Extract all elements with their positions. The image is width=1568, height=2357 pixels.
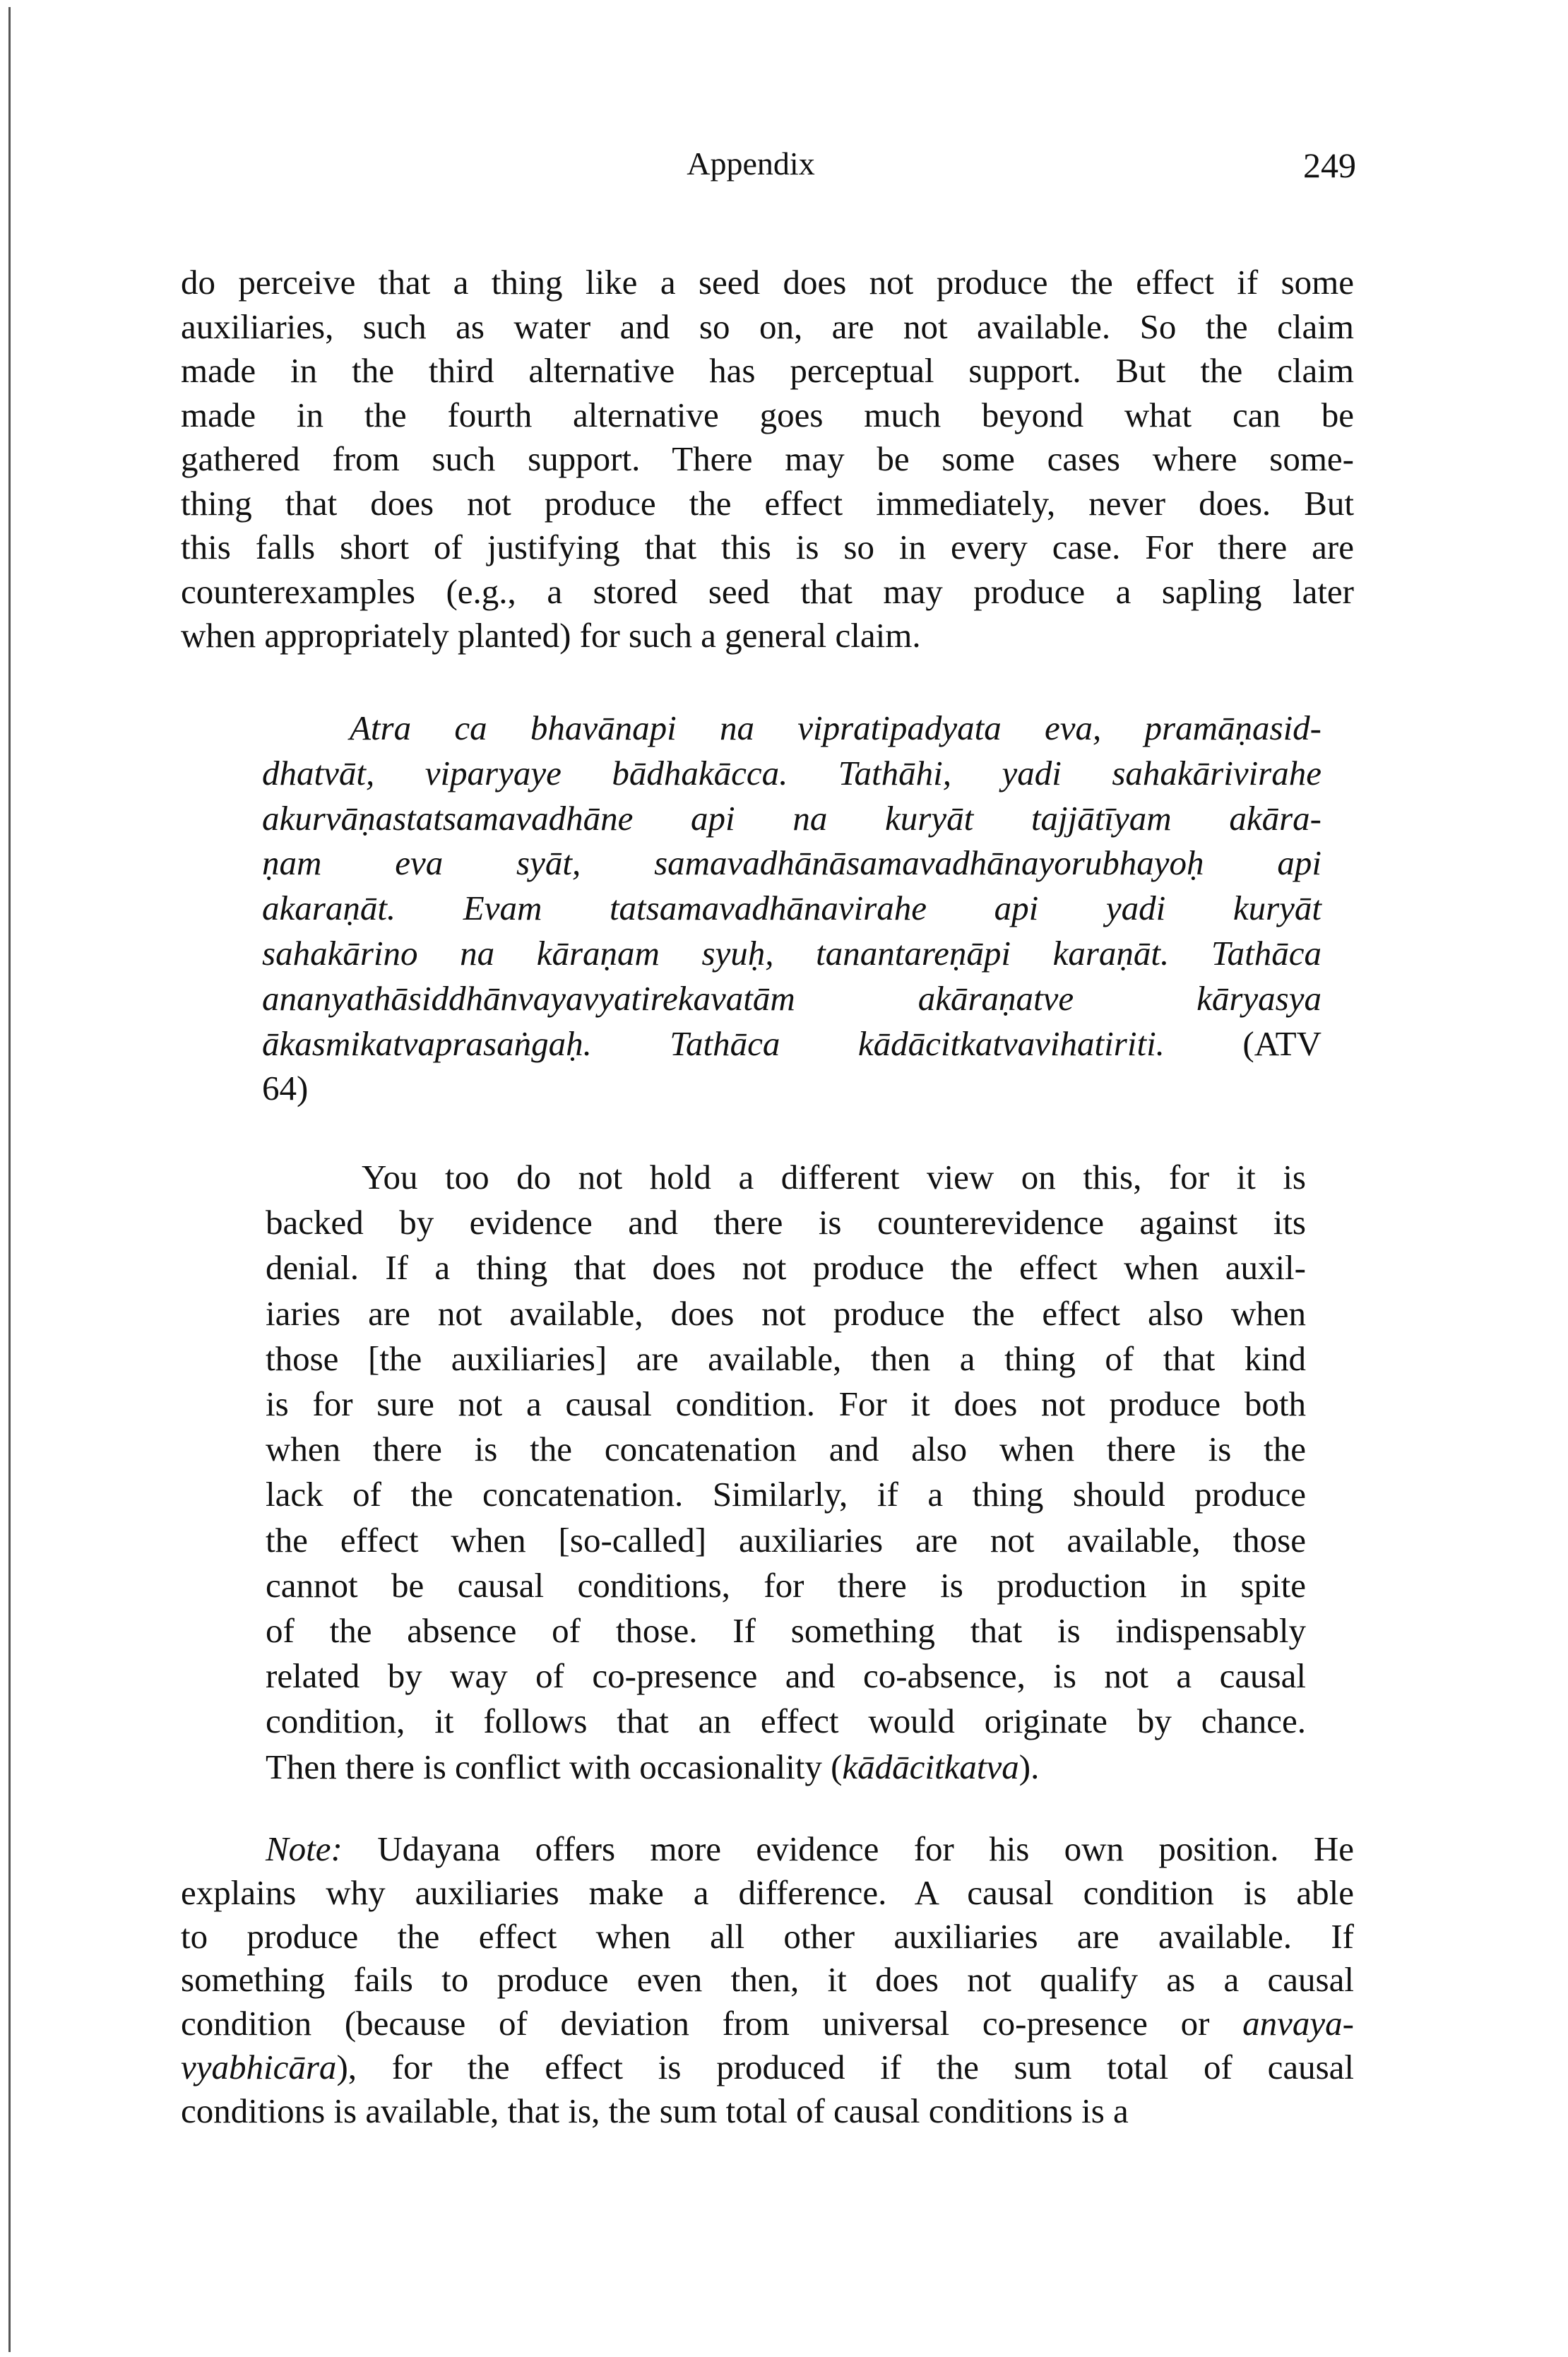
text-segment: ), for the effect is produced if the sum total of causal [336,2047,1354,2086]
text-line [266,1472,1306,1517]
text-line [266,1336,1306,1382]
text-line [266,1291,1306,1336]
text-line [262,931,1321,976]
text-line [266,1654,1306,1699]
text-line [262,1021,1321,1067]
italic-segment: sahakārino na kāraṇam syuḥ, tanantareṇāpi karaṇāt. Tathāca [262,933,1321,973]
text-line [262,841,1321,886]
text-line [266,1563,1306,1608]
running-head: Appendix [687,146,815,182]
text-segment: those [the auxiliaries] are available, then a thing of that kind [266,1338,1306,1378]
text-segment: the effect when [so-called] auxiliaries are not available, those [266,1520,1306,1560]
text-segment: of the absence of those. If something that is indispensably [266,1611,1306,1651]
text-line [262,976,1321,1021]
text-line [181,1958,1354,2002]
text-segment: counterexamples (e.g., a stored seed that may produce a sapling later [181,571,1354,611]
text-segment: thing that does not produce the effect immediately, never does. But [181,483,1354,523]
text-segment: lack of the concatenation. Similarly, if a thing should produce [266,1475,1306,1514]
translation-paragraph [266,1155,1306,1790]
body-paragraph-1 [181,261,1354,658]
text-segment: is for sure not a causal condition. For it does not produce both [266,1384,1306,1424]
binding-edge-line [8,7,11,2352]
text-segment: 64) [262,1069,309,1108]
italic-segment: dhatvāt, viparyaye bādhakācca. Tathāhi, yadi sahakārivirahe [262,753,1321,792]
text-line [181,482,1354,526]
text-segment: auxiliaries, such as water and so on, are not available. So the claim [181,307,1354,346]
text-line [262,886,1321,931]
text-line [181,2046,1354,2089]
text-line [181,614,1354,658]
text-segment: backed by evidence and there is counterevidence against its [266,1203,1306,1242]
text-segment: ). [1018,1747,1040,1786]
text-line [181,570,1354,615]
text-line [266,1518,1306,1563]
text-line [262,1066,1321,1111]
text-segment: iaries are not available, does not produce the effect also when [266,1293,1306,1333]
text-line [262,796,1321,841]
text-segment: made in the fourth alternative goes much beyond what can be [181,395,1354,434]
text-line [181,437,1354,482]
text-line [181,2002,1354,2046]
text-line [266,1155,1306,1200]
text-segment: Udayana offers more evidence for his own position. He [342,1829,1354,1868]
text-line [266,1699,1306,1744]
text-segment: cannot be causal conditions, for there is production in spite [266,1565,1306,1605]
text-line [181,1915,1354,1959]
text-segment: explains why auxiliaries make a difference. A causal condition is able [181,1872,1354,1912]
text-segment: gathered from such support. There may be some cases where some- [181,439,1354,478]
text-segment: to produce the effect when all other auxiliaries are available. If [181,1916,1354,1956]
page-number: 249 [1303,146,1356,185]
text-segment: (ATV [1164,1023,1321,1063]
italic-segment: anvaya- [1242,2004,1354,2043]
text-segment: conditions is available, that is, the sum total of causal conditions is a [181,2091,1129,2130]
text-segment: Then there is conflict with occasionality ( [266,1747,843,1786]
text-line [262,706,1321,751]
text-segment: condition (because of deviation from universal co-presence or [181,2004,1243,2043]
italic-segment: ṇam eva syāt, samavadhānāsamavadhānayorubhayoḥ api [262,843,1321,883]
italic-segment: ākasmikatvaprasaṅgaḥ. Tathāca kādācitkatvavihatiriti. [262,1023,1165,1063]
text-segment: do perceive that a thing like a seed does not produce the effect if some [181,263,1354,302]
text-segment: related by way of co-presence and co-absence, is not a causal [266,1656,1306,1696]
text-line [262,751,1321,796]
italic-segment: kādācitkatva [842,1747,1019,1786]
italic-segment: Atra ca bhavānapi na vipratipadyata eva, pramāṇasid- [350,708,1321,747]
italic-segment: akurvāṇastatsamavadhāne api na kuryāt tajjātīyam akāra- [262,798,1321,838]
text-line [266,1245,1306,1290]
sanskrit-quotation [262,706,1321,1111]
italic-segment: ananyathāsiddhānvayavyatirekavatām akāraṇatve kāryasya [262,978,1321,1018]
text-line [181,1827,1354,1871]
text-line [181,261,1354,305]
italic-segment: vyabhicāra [181,2047,337,2086]
text-segment: made in the third alternative has perceptual support. But the claim [181,351,1354,390]
text-line [266,1745,1306,1790]
text-segment: condition, it follows that an effect would originate by chance. [266,1702,1306,1741]
text-line [266,1200,1306,1245]
text-line [181,393,1354,438]
text-segment: You too do not hold a different view on this, for it is [362,1158,1306,1197]
text-segment: denial. If a thing that does not produce the effect when auxil- [266,1248,1306,1288]
italic-segment: akaraṇāt. Evam tatsamavadhānavirahe api yadi kuryāt [262,889,1321,928]
text-line [181,526,1354,570]
text-line [181,1871,1354,1915]
text-line [266,1427,1306,1472]
text-segment: this falls short of justifying that this is so in every case. For there are [181,528,1354,566]
text-line [181,349,1354,393]
text-segment: when appropriately planted) for such a general claim. [181,616,921,655]
italic-segment: Note: [266,1829,343,1868]
text-line [266,1382,1306,1427]
text-line [181,305,1354,350]
text-segment: something fails to produce even then, it does not qualify as a causal [181,1960,1354,2000]
text-segment: when there is the concatenation and also when there is the [266,1430,1306,1469]
note-paragraph [181,1827,1354,2133]
text-line [266,1608,1306,1654]
text-line [181,2089,1354,2133]
